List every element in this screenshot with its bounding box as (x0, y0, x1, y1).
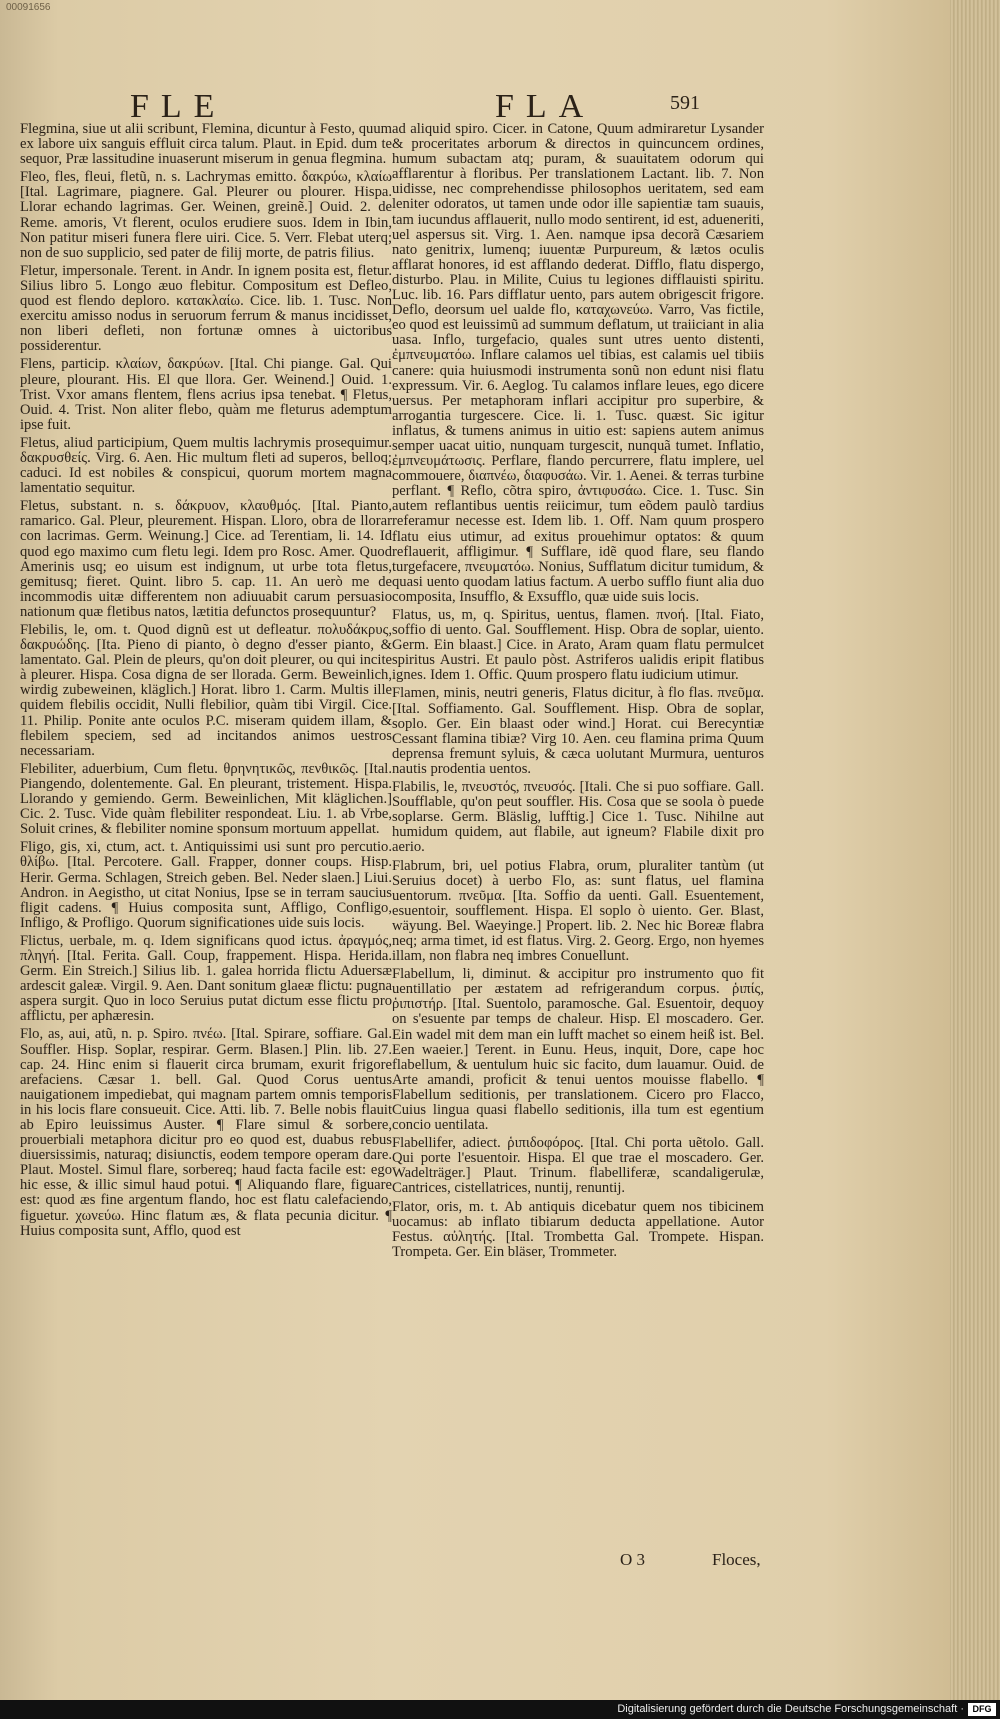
dictionary-entry: Flo, as, aui, atũ, n. p. Spiro. πνέω. [Ital. Spirare, soffiare. Gal. Souffler. Hisp. Soplar, respirar. Germ. Blasen.] Plin. lib. 27. cap. 24. Hinc enim si flauerit circa brumam, exurit frigore arefaciens. Cæsar 1. bell. Gal. Quod Corus uentus nauigationem impediebat, qui magnam partem omnis temporis in his locis flare consueuit. Cice. Atti. lib. 7. Belle nobis flauit ab Epiro leuissimus Auster. ¶ Flare simul & sorbere, prouerbiali metaphora dicitur pro eo quod est, duabus rebus diuersissimis, naturaq; disiunctis, eodem tempore operam dare. Plaut. Mostel. Simul flare, sorbereq; haud facta facile est: ego hic esse, & illic simul haud potui. ¶ Aliquando flare, figuare est: quod æs fine argentum flando, hoc est flatu calefaciendo, figuetur. χωνεύω. Hinc flatum æs, & flata pecunia dicitur. ¶ Huius composita sunt, Afflo, quod est (20, 1026, 392, 1239)
funding-text: Digitalisierung gefördert durch die Deutsche Forschungsgemeinschaft · (617, 1703, 964, 1715)
dictionary-entry: Flamen, minis, neutri generis, Flatus dicitur, à flo flas. πνεῦμα. [Ital. Soffiamento. Gal. Soufflement. Hisp. Obra de soplar, soplo. Ger. Ein blaast oder wind.] Horat. cui Berecyntiæ Cessant flamina tibiæ? Virg 10. Aen. ceu flamina prima Quum deprensa fremunt syluis, & cæca uolutant Murmura, uenturos nautis prodentia uentos. (392, 685, 764, 777)
right-column (392, 122, 764, 1263)
dictionary-entry: Flabrum, bri, uel potius Flabra, orum, pluraliter tantùm (ut Seruius docet) à uerbo Flo, as: sunt flatus, uel flamina uentorum. πνεῦμα. [Ita. Soffio da uenti. Gall. Esuentement, esuentoir, soufflement. Hispa. El soplo ò uiento. Ger. Blast, wäyung. Bel. Waeyinge.] Propert. lib. 2. Nec hic Boreæ flabra neq; arma timet, id est flatus. Virg. 2. Georg. Ergo, non hyemes illam, non flabra neq imbres Conuellunt. (392, 857, 764, 965)
left-column (20, 122, 392, 1242)
dictionary-entry: Flebilis, le, om. t. Quod dignũ est ut defleatur. πολυδάκρυς, δακρυώδης. [Ita. Pieno di pianto, ò degno d'esser pianto, & lamentato. Gal. Plein de pleurs, qu'on doit pleurer, ou qui incite à pleurer. Hispa. Cosa digna de ser llorada. Germ. Beweinlich, wirdig zubeweinen, kläglich.] Horat. libro 1. Carm. Multis ille quidem flebilis occidit, Nulli flebilior, quàm tibi Virgil. Cice. 11. Philip. Ponite ante oculos P.C. miseram quidem illam, & flebilem speciem, sed ad incitandos animos uestros necessariam. (20, 622, 392, 759)
running-head-left: FLE (130, 88, 227, 125)
dictionary-entry: Flator, oris, m. t. Ab antiquis dicebatur quem nos tibicinem uocamus: ab inflato tibiarum deducta appellatione. Autor Festus. αὐλητής. [Ital. Trombetta Gal. Trompete. Hispan. Trompeta. Ger. Ein bläser, Trommeter. (392, 1198, 764, 1260)
dictionary-entry: Fletus, aliud participium, Quem multis lachrymis prosequimur. δακρυσθείς. Virg. 6. Aen. Hic multum fleti ad superos, belloq; caduci. Id est nobiles & conspicui, quorum mortem magna lamentatio sequitur. (20, 434, 392, 497)
dictionary-entry: Fligo, gis, xi, ctum, act. t. Antiquissimi usi sunt pro percutio. θλίβω. [Ital. Percotere. Gall. Frapper, donner coups. Hisp. Herir. Germa. Schlagen, Streich geben. Bel. Neder slaen.] Liui. Andron. in Aegistho, ut citat Nonius, Ipse se in terram saucius fligit cadens. ¶ Huius composita sunt, Affligo, Confligo, Infligo, & Profligo. Quorum significationes uide suis locis. (20, 839, 392, 931)
dictionary-entry: Flabellum, li, diminut. & accipitur pro instrumento quo fit uentillatio per æstatem ad refrigerandum corpus. ῥιπίς, ῥιπιστήρ. [Ital. Suentolo, paramosche. Gal. Esuentoir, dequoy on s'esuente par temps de chaleur. Hisp. El moscadero. Ger. Ein wadel mit dem man ein lufft machet so einem heiß ist. Bel. Een waeier.] Terent. in Eunu. Heus, inquit, Dore, cape hoc flabellum, & uentulum huic sic facito, dum lauamur. Ouid. de Arte amandi, proficit & tenui uentos mouisse flabello. ¶ Flabellum seditionis, per translationem. Cicero pro Flacco, Cuius lingua quasi flabello seditionis, illa tum est egentium concio uentilata. (392, 966, 764, 1134)
corner-code: 00091656 (6, 2, 51, 13)
dictionary-entry: Flictus, uerbale, m. q. Idem significans quod ictus. ἀραγμός, πληγή. [Ital. Ferita. Gall. Coup, frappement. Hispa. Herida. Germ. Ein Streich.] Silius lib. 1. galea horrida flictu Aduersæ ardescit galeæ. Virgil. 9. Aen. Dant sonitum glaeæ flictu: pugna aspera surgit. Quo in loco Seruius putat dictum esse flictu pro afflictu, per aphæresin. (20, 932, 392, 1025)
signature-mark: O 3 (620, 1550, 646, 1569)
dictionary-entry: ad aliquid spiro. Cicer. in Catone, Quum admiraretur Lysander & proceritates arborum & directos in quincuncem ordines, humum subactam atq; puram, & suauitatem odorum qui afflarentur à floribus. Per translationem Lactant. lib. 7. Non uidisse, nec comprehendisse philosophos ueritatem, sed eam leniter odoratos, ut tamen unde odor ille sapientiæ tam suauis, tam iucundus afflauerit, nullo modo sentirent, id est, adueneriti, uel aspersus sit. Virg. 1. Aen. namque ipsa decorã Cæsariem nato genitrix, lumenq; iuuentæ Purpureum, & lætos oculis afflarat honores, id est afflando dederat. Difflo, flatu dispergo, disturbo. Plau. in Milite, Cuius tu legiones difflauisti spiritu. Luc. lib. 16. Pars difflatur uento, pars autem obrigescit frigore. Deflo, deorsum uel ualde flo, καταχωνεύω. Varro, Vas fictile, eo quod est leuissimũ ad summum deflatum, ut traiiciant in alia uasa. Inflo, turgefacio, quales sunt utres uento distenti, ἐμπνευματόω. Inflare calamos uel tibias, est calamis uel tibiis canere: quia huiusmodi instrumenta sonũ non edunt nisi flatu expressum. Vir. 6. Aeglog. Tu calamos inflare leues, ego dicere uersus. Per metaphoram inflari accipitur pro superbire, & arrogantia turgescere. Cice. li. 1. Tusc. quæst. Sic igitur inflatus, & tumens animus in uitio est: sapiens autem animus semper uacat uitio, nunquam turgescit, nunquã tumet. Inflatio, ἐμπνευμάτωσις. Perflare, flando percurrere, flatu implere, uel commouere, διαπνέω, διαφυσάω. Vir. 1. Aenei. & terras turbine perflant. ¶ Reflo, cõtra spiro, ἀντιφυσάω. Cice. 1. Tusc. Sin autem reflantibus uentis reiicimur, tum eõdem paulò tardius referamur necesse est. Idem lib. 1. Off. Nam quum prospero flatu eius utimur, ad exitus prouehimur optatos: & quum reflauerit, affligimur. ¶ Sufflare, idẽ quod flare, seu flando turgefacere, πνευματόω. Nonius, Sufflatum dicitur tumidum, & quasi uento quodam latius factum. A uerbo sufflo fiunt alia duo composita, Insufflo, & Exsufflo, quæ uide suis locis. (392, 121, 764, 605)
dictionary-entry: Flebiliter, aduerbium, Cum fletu. θρηνητικῶς, πενθικῶς. [Ital. Piangendo, dolentemente. Gal. En pleurant, tristement. Hispa. Llorando y gemiendo. Germ. Beweinlichen, Mit kläglichen.] Cic. 2. Tusc. Vide quàm flebiliter respondeat. Liu. 1. ab Vrbe, Soluit crines, & flebiliter nomine sponsum mortuum appellat. (20, 760, 392, 838)
dictionary-entry: Flatus, us, m, q. Spiritus, uentus, flamen. πνοή. [Ital. Fiato, soffio di uento. Gal. Soufflement. Hisp. Obra de soplar, uiento. Germ. Ein blaast.] Cice. in Arato, Aram quam flatu permulcet spiritus Austri. Et paulo pòst. Astriferos ualidis eripit flatibus ignes. Idem 1. Offic. Quum prospero flatu iudicium utimur. (392, 607, 764, 684)
dictionary-entry: Flabilis, le, πνευστός, πνευσός. [Itali. Che si puo soffiare. Gall. Soufflable, qu'on peut souffler. His. Cosa que se soola ò puede soplarse. Germ. Bläslig, lufftig.] Cice 1. Tusc. Nihilne aut humidum quidem, aut flabile, aut igneum? Flabile dixit pro aerio. (392, 779, 764, 856)
page-edge (950, 0, 1000, 1700)
dictionary-entry: Flegmina, siue ut alii scribunt, Flemina, dicuntur à Festo, quum ex labore uix sanguis effluit circa talum. Plaut. in Epid. dum te sequor, Præ lassitudine inuaserunt miserum in genua flegmina. (20, 121, 392, 168)
dictionary-entry: Fletus, substant. n. s. δάκρυον, κλαυθμός. [Ital. Pianto, ramarico. Gal. Pleur, pleurement. Hispan. Lloro, obra de llorar con lacrimas. Germ. Weinung.] Cice. ad Terentiam, li. 14. Id quod ego maximo cum fletu legi. Idem pro Rosc. Amer. Quod Amerinis usq; eo uisum est indignum, ut urbe tota fletus, gemitusq; fieret. Quint. libro 5. cap. 11. An uerò me de incommodis uitæ differentem non adiuuabit carum persuasio nationum quæ fletibus natos, lætitia defunctos prosequuntur? (20, 498, 392, 620)
dfg-logo: DFG (968, 1703, 996, 1716)
dictionary-entry: Flens, particip. κλαίων, δακρύων. [Ital. Chi piange. Gal. Qui pleure, plourant. His. El que llora. Ger. Weinend.] Ouid. 1. Trist. Vxor amans flentem, flens acrius ipsa tenebat. ¶ Fletus, Ouid. 4. Trist. Non aliter flebo, quàm me fleturus ademptum ipse fuit. (20, 356, 392, 433)
dictionary-entry: Fleo, fles, fleui, fletũ, n. s. Lachrymas emitto. δακρύω, κλαίω [Ital. Lagrimare, piagnere. Gal. Pleurer ou plourer. Hispa. Llorar echando lagrimas. Ger. Weinen, greinẽ.] Ouid. 2. de Reme. amoris, Vt flerent, oculos erudiere suos. Idem in Ibin, Non patitur miseri funera flere uiri. Cice. 5. Verr. Flebat uterq; non de suo supplicio, sed pater de filij morte, de patris filius. (20, 169, 392, 261)
dictionary-entry: Flabellifer, adiect. ῥιπιδοφόρος. [Ital. Chi porta uẽtolo. Gall. Qui porte l'esuentoir. Hispa. El que trae el moscadero. Ger. Wadelträger.] Plaut. Trinum. flabelliferæ, scandaligerulæ, Cantrices, cistellatrices, nuntij, renuntij. (392, 1135, 764, 1197)
catchword: Floces, (712, 1550, 761, 1569)
running-head-right: FLA (495, 88, 596, 125)
dictionary-entry: Fletur, impersonale. Terent. in Andr. In ignem posita est, fletur. Silius libro 5. Longo æuo flebitur. Compositum est Defleo, quod est flendo deploro. κατακλαίω. Cice. lib. 1. Tusc. Non exercitu amisso nodus in seruorum ferrum & manus incidisset, non liberi defleti, non fortunæ omnes à uictoribus possiderentur. (20, 262, 392, 355)
funding-bar (0, 1700, 1000, 1719)
page-number: 591 (670, 92, 700, 114)
